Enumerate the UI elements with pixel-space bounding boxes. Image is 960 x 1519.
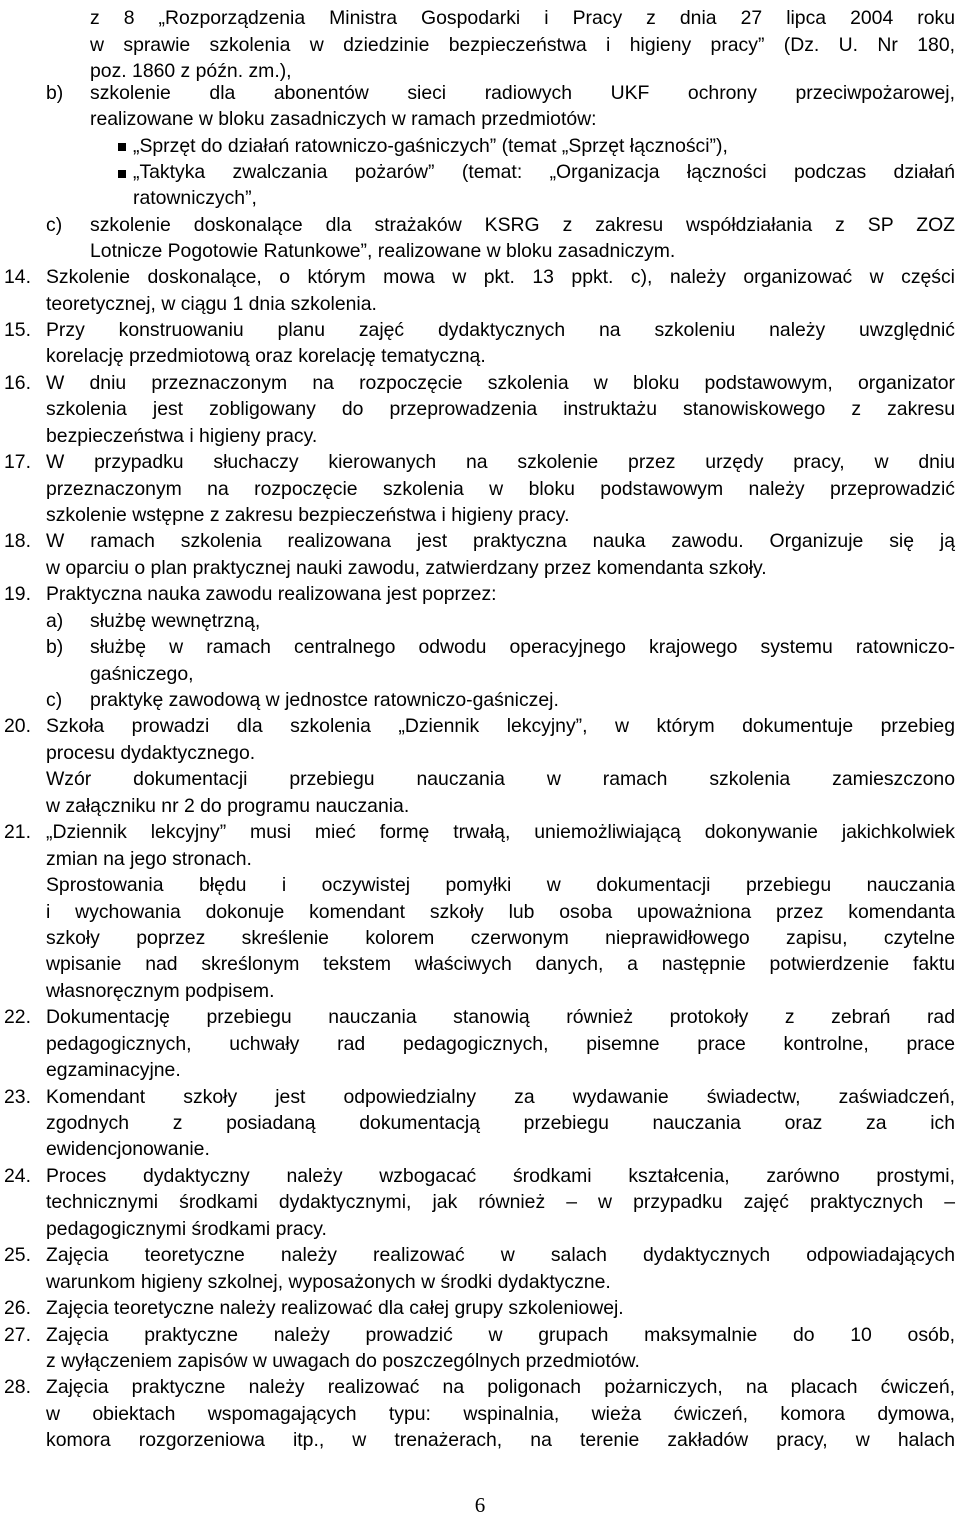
text-line: Szkoła prowadzi dla szkolenia „Dziennik lekcyjny”, w którym dokumentuje przebieg: [46, 715, 955, 737]
text-line: zmian na jego stronach.: [46, 848, 252, 870]
text-line: Sprostowania błędu i oczywistej pomyłki w dokumentacji przebiegu nauczania: [46, 874, 955, 896]
text-line: szkoły poprzez skreślenie kolorem czerwonym nieprawidłowego zapisu, czytelne: [46, 927, 955, 949]
text-line: Zajęcia praktyczne należy prowadzić w grupach maksymalnie do 10 osób,: [46, 1324, 955, 1346]
text-line: służbę w ramach centralnego odwodu operacyjnego krajowego systemu ratowniczo-: [90, 636, 955, 658]
page-number: 6: [474, 1493, 486, 1517]
text-line: w sprawie szkolenia w dziedzinie bezpieczeństwa i higieny pracy” (Dz. U. Nr 180,: [90, 34, 955, 56]
text-line: b): [46, 82, 64, 104]
text-line: Szkolenie doskonalące, o którym mowa w pkt. 13 ppkt. c), należy organizować w części: [46, 266, 955, 288]
text-line: Dokumentację przebiegu nauczania stanowią również protokoły z zebrań rad: [46, 1006, 955, 1028]
text-line: 24.: [4, 1165, 31, 1187]
text-line: 17.: [4, 451, 31, 473]
text-line: 21.: [4, 821, 31, 843]
text-line: 23.: [4, 1086, 31, 1108]
text-line: 28.: [4, 1376, 31, 1398]
text-line: praktykę zawodową w jednostce ratowniczo-gaśniczej.: [90, 689, 559, 711]
text-line: Proces dydaktyczny należy wzbogacać środkami kształcenia, zarówno prostymi,: [46, 1165, 955, 1187]
text-line: 25.: [4, 1244, 31, 1266]
text-line: Zajęcia praktyczne należy realizować na poligonach pożarniczych, na placach ćwiczeń,: [46, 1376, 955, 1398]
text-line: 27.: [4, 1324, 31, 1346]
text-line: realizowane w bloku zasadniczych w ramach przedmiotów:: [90, 108, 597, 130]
text-line: technicznymi środkami dydaktycznymi, jak również – w przypadku zajęć praktycznych –: [46, 1191, 955, 1213]
text-line: Zajęcia teoretyczne należy realizować w salach dydaktycznych odpowiadających: [46, 1244, 955, 1266]
text-line: bezpieczeństwa i higieny pracy.: [46, 425, 318, 447]
text-line: 20.: [4, 715, 31, 737]
text-line: w załączniku nr 2 do programu nauczania.: [46, 795, 410, 817]
text-line: „Dziennik lekcyjny” musi mieć formę trwałą, uniemożliwiającą dokonywanie jakichkolwiek: [46, 821, 955, 843]
bullet-square-icon: [118, 170, 126, 178]
text-line: komora rozgorzeniowa itp., w trenażerach, na terenie zakładów pracy, w halach: [46, 1429, 955, 1451]
text-line: 19.: [4, 583, 31, 605]
text-line: własnoręcznym podpisem.: [46, 980, 275, 1002]
text-line: b): [46, 636, 64, 658]
text-line: z wyłączeniem zapisów w uwagach do poszczególnych przedmiotów.: [46, 1350, 640, 1372]
text-line: Lotnicze Pogotowie Ratunkowe”, realizowane w bloku zasadniczym.: [90, 240, 676, 262]
text-line: 15.: [4, 319, 31, 341]
text-line: służbę wewnętrzną,: [90, 610, 261, 632]
text-line: Zajęcia teoretyczne należy realizować dla całej grupy szkoleniowej.: [46, 1297, 624, 1319]
text-line: Wzór dokumentacji przebiegu nauczania w ramach szkolenia zamieszczono: [46, 768, 955, 790]
text-line: przeznaczonym na rozpoczęcie szkolenia w bloku podstawowym należy przeprowadzić: [46, 478, 955, 500]
text-line: egzaminacyjne.: [46, 1059, 181, 1081]
text-line: gaśniczego,: [90, 663, 194, 685]
text-line: a): [46, 610, 64, 632]
text-line: szkolenie wstępne z zakresu bezpieczeństwa i higieny pracy.: [46, 504, 570, 526]
text-line: zgodnych z posiadaną dokumentacją przebiegu nauczania oraz za ich: [46, 1112, 955, 1134]
text-line: W dniu przeznaczonym na rozpoczęcie szkolenia w bloku podstawowym, organizator: [46, 372, 955, 394]
text-line: 14.: [4, 266, 31, 288]
text-line: wpisanie nad skreślonym tekstem właściwych danych, a następnie potwierdzenie faktu: [46, 953, 955, 975]
text-line: szkolenie dla abonentów sieci radiowych UKF ochrony przeciwpożarowej,: [90, 82, 955, 104]
text-line: pedagogicznych, uchwały rad pedagogicznych, pisemne prace kontrolne, prace: [46, 1033, 955, 1055]
text-line: procesu dydaktycznego.: [46, 742, 256, 764]
text-line: 18.: [4, 530, 31, 552]
text-line: „Sprzęt do działań ratowniczo-gaśniczych” (temat „Sprzęt łączności”),: [133, 135, 728, 157]
text-line: Komendant szkoły jest odpowiedzialny za wydawanie świadectw, zaświadczeń,: [46, 1086, 955, 1108]
text-line: i wychowania dokonuje komendant szkoły lub osoba upoważniona przez komendanta: [46, 901, 955, 923]
text-line: ratowniczych”,: [133, 187, 257, 209]
text-line: poz. 1860 z późn. zm.),: [90, 60, 292, 82]
text-line: w obiektach wspomagających typu: wspinalnia, wieża ćwiczeń, komora dymowa,: [46, 1403, 955, 1425]
text-line: 16.: [4, 372, 31, 394]
text-line: teoretycznej, w ciągu 1 dnia szkolenia.: [46, 293, 377, 315]
text-line: korelację przedmiotową oraz korelację tematyczną.: [46, 345, 486, 367]
text-line: ewidencjonowanie.: [46, 1138, 210, 1160]
bullet-square-icon: [118, 143, 126, 151]
text-line: W przypadku słuchaczy kierowanych na szkolenie przez urzędy pracy, w dniu: [46, 451, 955, 473]
text-line: c): [46, 214, 63, 236]
text-line: szkolenie doskonalące dla strażaków KSRG z zakresu współdziałania z SP ZOZ: [90, 214, 955, 236]
text-line: Praktyczna nauka zawodu realizowana jest poprzez:: [46, 583, 497, 605]
text-line: „Taktyka zwalczania pożarów” (temat: „Organizacja łączności podczas działań: [133, 161, 955, 183]
text-line: 26.: [4, 1297, 31, 1319]
text-line: Przy konstruowaniu planu zajęć dydaktycznych na szkoleniu należy uwzględnić: [46, 319, 955, 341]
text-line: warunkom higieny szkolnej, wyposażonych w środki dydaktyczne.: [46, 1271, 611, 1293]
text-line: 22.: [4, 1006, 31, 1028]
text-line: W ramach szkolenia realizowana jest praktyczna nauka zawodu. Organizuje się ją: [46, 530, 955, 552]
text-line: w oparciu o plan praktycznej nauki zawodu, zatwierdzany przez komendanta szkoły.: [46, 557, 767, 579]
text-line: szkolenia jest zobligowany do przeprowadzenia instruktażu stanowiskowego z zakresu: [46, 398, 955, 420]
text-line: pedagogicznymi środkami pracy.: [46, 1218, 327, 1240]
text-line: c): [46, 689, 63, 711]
text-line: z 8 „Rozporządzenia Ministra Gospodarki i Pracy z dnia 27 lipca 2004 roku: [90, 7, 955, 29]
